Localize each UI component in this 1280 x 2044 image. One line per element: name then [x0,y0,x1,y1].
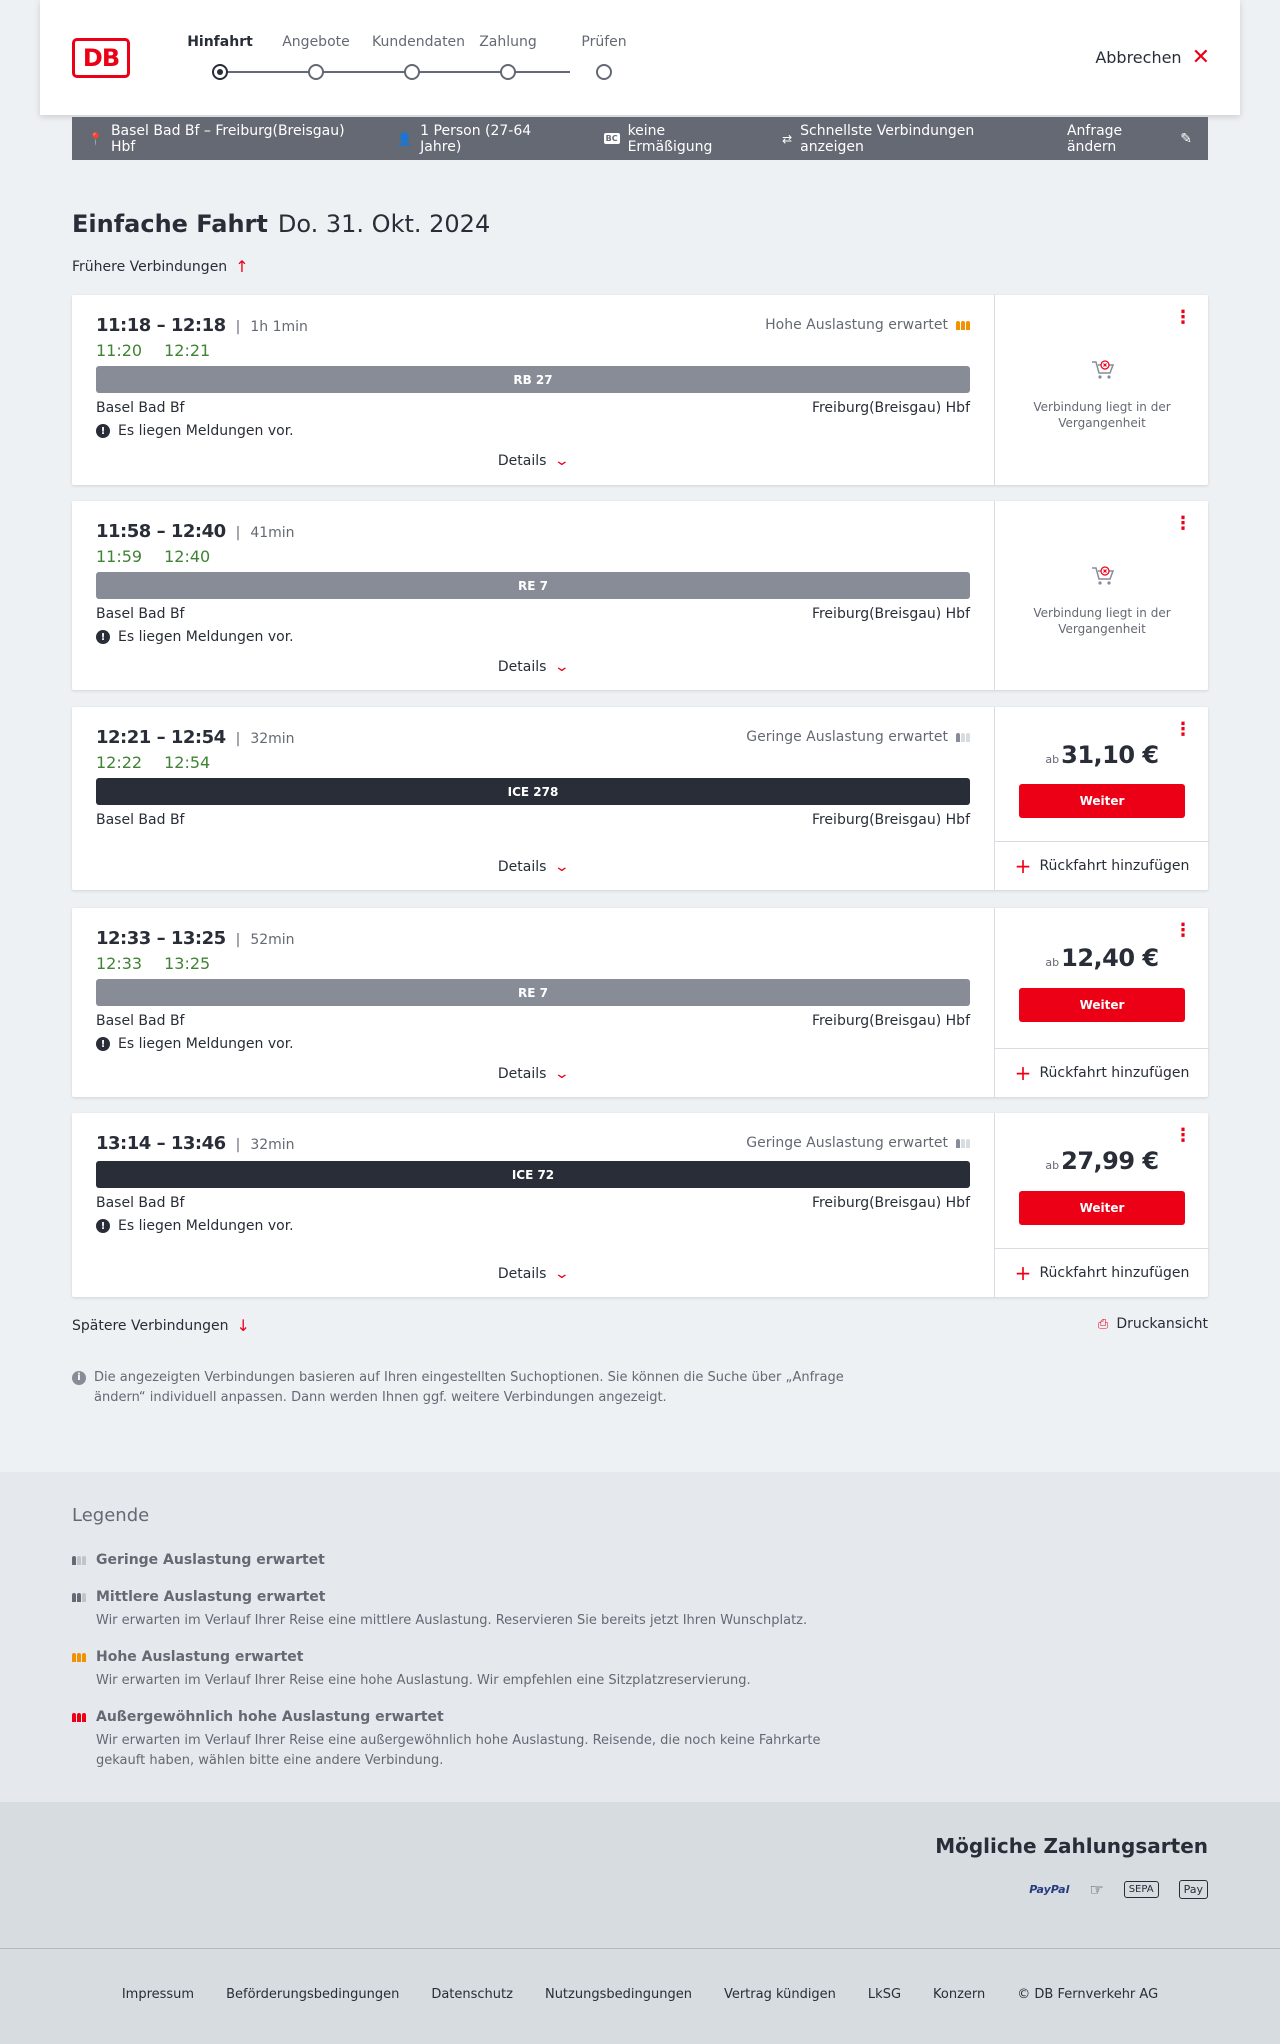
connection-card [72,295,1208,485]
connection-card [72,908,1208,1097]
step-dot-icon [308,64,324,80]
chevron-down-icon: ⌄ [554,859,571,875]
realtime-arrival: 13:25 [164,954,211,973]
chevron-down-icon: ⌄ [554,1266,571,1282]
past-text-line: Vergangenheit [1058,416,1146,430]
departure-station: Basel Bad Bf [96,1195,185,1211]
change-request-label: Anfrage ändern [1066,122,1123,155]
arrival-station: Freiburg(Breisgau) Hbf [811,400,970,416]
plus-icon: + [1014,1061,1032,1085]
legend-item-high [72,1649,852,1691]
apple-pay-icon [1179,1880,1208,1899]
stations [96,1195,970,1211]
past-connection-text [995,605,1209,637]
notice [96,1218,294,1234]
details-label: Details [497,859,547,875]
info-note [72,1368,852,1408]
occupancy-indicator [746,1135,970,1151]
notice [96,423,294,439]
duration: 32min [250,1137,295,1153]
footer-link-konzern[interactable]: Konzern [933,1987,986,2002]
stations [96,812,970,828]
step-label: Hinfahrt [187,34,253,50]
details-label: Details [497,453,547,469]
step-dot-icon [500,64,516,80]
details-toggle[interactable] [72,1066,994,1082]
high-occupancy-icon [956,321,970,330]
discount-text: keine Ermäßigung [627,122,713,155]
departure-station: Basel Bad Bf [96,606,185,622]
later-label: Spätere Verbindungen [72,1317,229,1334]
very-high-occupancy-icon [72,1713,86,1722]
exclamation-icon: ! [96,1219,110,1233]
details-label: Details [497,1066,547,1082]
price [995,741,1209,769]
info-icon: i [72,1371,86,1385]
realtime-times [96,954,210,973]
discount-summary [604,123,751,155]
legend-item-low [72,1552,852,1568]
cancel-label: Abbrechen [1095,48,1182,67]
continue-button[interactable]: Weiter [1019,988,1185,1022]
medium-occupancy-icon [72,1593,86,1602]
legend-item-title: Außergewöhnlich hohe Auslastung erwartet [96,1709,444,1725]
step-label: Prüfen [581,34,627,50]
connection-main[interactable] [72,1113,994,1297]
connection-main[interactable] [72,908,994,1097]
legend-item-title: Mittlere Auslastung erwartet [96,1589,326,1605]
legend-item-desc: Wir erwarten im Verlauf Ihrer Reise eine außergewöhnlich hohe Auslastung. Reisende, die noch keine Fahrkarte gekauft haben, wählen bitte eine andere Verbindung. [96,1733,821,1768]
details-toggle[interactable] [72,659,994,675]
price [995,944,1209,972]
exclamation-icon: ! [96,630,110,644]
connection-main[interactable] [72,501,994,690]
stations [96,400,970,416]
connection-side [994,908,1208,1097]
occupancy-indicator [765,317,970,333]
occupancy-text: Geringe Auslastung erwartet [746,729,948,745]
time-range: 11:58 – 12:40 [96,521,226,542]
legend-item-desc: Wir erwarten im Verlauf Ihrer Reise eine mittlere Auslastung. Reservieren Sie bereits jetzt Ihren Wunschplatz. [96,1613,808,1628]
printer-icon: ⎙ [1097,1316,1109,1332]
price [995,1147,1209,1175]
notice-text: Es liegen Meldungen vor. [118,423,294,439]
duration: 52min [250,932,295,948]
stations [96,606,970,622]
footer-link-nutzungsbedingungen[interactable]: Nutzungsbedingungen [544,1987,692,2002]
details-toggle[interactable] [72,1266,994,1282]
exclamation-icon: ! [96,424,110,438]
plus-icon: + [1014,1261,1032,1285]
arrow-down-icon: ↓ [236,1316,250,1335]
payment-icons [1029,1880,1208,1899]
header [40,0,1240,115]
price-prefix: ab [1045,753,1060,766]
route-summary [88,123,365,155]
search-summary-bar [72,117,1208,160]
step-label: Zahlung [479,34,537,50]
duration: 1h 1min [250,319,308,335]
notice [96,1036,294,1052]
arrival-station: Freiburg(Breisgau) Hbf [811,606,970,622]
connection-side [994,501,1208,690]
legend-item-desc: Wir erwarten im Verlauf Ihrer Reise eine hohe Auslastung. Wir empfehlen eine Sitzplatzreservierung. [96,1673,751,1688]
departure-station: Basel Bad Bf [96,812,185,828]
scheduled-times: 11:18 – 12:18 | 1h 1min [96,315,308,336]
connection-main[interactable] [72,295,994,485]
progress-stepper [180,34,627,84]
duration: 32min [250,731,295,747]
realtime-departure: 11:20 [96,341,143,360]
connection-side [994,295,1208,485]
past-text-line: Verbindung liegt in der [1033,400,1171,414]
time-range: 12:21 – 12:54 [96,727,226,748]
payment-methods-title: Mögliche Zahlungsarten [935,1834,1208,1858]
details-toggle[interactable] [72,453,994,469]
earlier-label: Frühere Verbindungen [72,258,228,275]
add-return-label: Rückfahrt hinzufügen [1039,1065,1190,1081]
train-bar[interactable]: ICE 72 [96,1161,970,1188]
arrow-up-icon: ↑ [235,257,249,276]
legend-section [0,1472,1280,1802]
train-bar[interactable]: RE 7 [96,572,970,599]
low-occupancy-icon [956,733,970,742]
realtime-departure: 12:22 [96,753,143,772]
info-note-text: Die angezeigten Verbindungen basieren auf Ihren eingestellten Suchoptionen. Sie können die Suche über „Anfrage ändern“ individuell anpassen. Dann werden Ihnen ggf. weitere Verbindungen angezeigt. [94,1370,844,1405]
more-options-icon[interactable]: ⋮ [1174,719,1192,740]
scheduled-times: 12:21 – 12:54 | 32min [96,727,295,748]
step-hinfahrt [180,34,260,80]
fastest-summary [782,123,1035,155]
past-connection-text [995,399,1209,431]
realtime-times [96,547,210,566]
train-bar[interactable]: RE 7 [96,979,970,1006]
details-label: Details [497,1266,547,1282]
arrival-station: Freiburg(Breisgau) Hbf [811,812,970,828]
connection-side [994,1113,1208,1297]
realtime-arrival: 12:54 [164,753,211,772]
departure-station: Basel Bad Bf [96,400,185,416]
connection-main[interactable] [72,707,994,890]
footer [0,1948,1280,2044]
bahncard-icon: BC [605,134,618,143]
legend-item-very-high [72,1709,852,1771]
realtime-departure: 12:33 [96,954,143,973]
footer-link-befoerderungsbedingungen[interactable]: Beförderungsbedingungen [226,1987,400,2002]
add-return-button[interactable] [995,841,1209,890]
more-options-icon[interactable]: ⋮ [1174,1125,1192,1146]
occupancy-text: Geringe Auslastung erwartet [746,1135,948,1151]
step-dot-icon [212,64,228,80]
plus-icon: + [1014,854,1032,878]
footer-link-datenschutz[interactable]: Datenschutz [431,1987,513,2002]
connection-card [72,1113,1208,1297]
realtime-times [96,341,210,360]
price-value: 27,99 € [1061,1147,1159,1175]
high-occupancy-icon [72,1653,86,1662]
connection-card [72,501,1208,690]
legend-title: Legende [72,1505,150,1526]
train-bar[interactable]: RB 27 [96,366,970,393]
credit-card-icon: ☞ [1089,1880,1104,1899]
print-view-link[interactable] [1098,1316,1208,1332]
add-return-button[interactable] [995,1048,1209,1097]
details-label: Details [497,659,547,675]
add-return-label: Rückfahrt hinzufügen [1039,858,1190,874]
payment-methods-section [0,1802,1280,1948]
step-dot-icon [596,64,612,80]
occupancy-text: Hohe Auslastung erwartet [765,317,948,333]
add-return-label: Rückfahrt hinzufügen [1039,1265,1190,1281]
chevron-down-icon: ⌄ [554,1066,571,1082]
more-options-icon[interactable]: ⋮ [1174,920,1192,941]
notice [96,629,294,645]
train-bar[interactable]: ICE 278 [96,778,970,805]
notice-text: Es liegen Meldungen vor. [118,629,294,645]
later-connections-link[interactable] [72,1316,250,1335]
page-title [72,210,490,238]
step-kundendaten [372,34,466,80]
realtime-arrival: 12:40 [164,547,211,566]
low-occupancy-icon [956,1139,970,1148]
price-value: 12,40 € [1061,944,1159,972]
add-return-button[interactable] [995,1248,1209,1297]
chevron-down-icon: ⌄ [554,659,571,675]
print-label: Druckansicht [1116,1316,1208,1332]
arrival-station: Freiburg(Breisgau) Hbf [811,1195,970,1211]
trip-date: Do. 31. Okt. 2024 [277,210,491,238]
legend-item-title: Geringe Auslastung erwartet [96,1552,325,1568]
past-text-line: Vergangenheit [1058,622,1146,636]
location-pin-icon: 📍 [88,131,103,146]
scheduled-times: 12:33 – 13:25 | 52min [96,928,295,949]
departure-station: Basel Bad Bf [96,1013,185,1029]
pencil-icon: ✎ [1180,130,1192,147]
footer-link-vertrag-kuendigen[interactable]: Vertrag kündigen [723,1987,836,2002]
swap-arrows-icon: ⇄ [782,131,793,146]
cart-unavailable-icon [1090,563,1116,589]
occupancy-indicator [746,729,970,745]
time-range: 13:14 – 13:46 [96,1133,226,1154]
realtime-arrival: 12:21 [164,341,211,360]
continue-button[interactable]: Weiter [1019,784,1185,818]
time-range: 11:18 – 12:18 [96,315,226,336]
sepa-icon: SEPA [1124,1881,1159,1898]
time-range: 12:33 – 13:25 [96,928,226,949]
step-dot-icon [404,64,420,80]
apple-pay-label: Pay [1183,1883,1203,1896]
route-text: Basel Bad Bf – Freiburg(Breisgau) Hbf [110,122,345,155]
connection-card [72,707,1208,890]
realtime-times [96,753,210,772]
chevron-down-icon: ⌄ [554,453,571,469]
price-value: 31,10 € [1061,741,1159,769]
scheduled-times: 13:14 – 13:46 | 32min [96,1133,295,1154]
exclamation-icon: ! [96,1037,110,1051]
fastest-text: Schnellste Verbindungen anzeigen [800,122,975,155]
footer-link-lksg[interactable]: LkSG [867,1987,902,2002]
db-logo[interactable]: DB [72,38,130,78]
paypal-icon: PayPal [1029,1883,1070,1896]
more-options-icon[interactable]: ⋮ [1174,513,1192,534]
footer-links [0,1987,1280,2002]
earlier-connections-link[interactable] [72,257,249,276]
more-options-icon[interactable]: ⋮ [1174,307,1192,328]
step-angebote [276,34,356,80]
stations [96,1013,970,1029]
connection-side [994,707,1208,890]
person-icon: 👤 [397,131,413,146]
close-icon: ✕ [1191,44,1210,70]
details-toggle[interactable] [72,859,994,875]
legend-item-title: Hohe Auslastung erwartet [96,1649,304,1665]
passenger-text: 1 Person (27-64 Jahre) [420,122,532,155]
continue-button[interactable]: Weiter [1019,1191,1185,1225]
scheduled-times: 11:58 – 12:40 | 41min [96,521,295,542]
low-occupancy-icon [72,1556,86,1565]
step-label: Kundendaten [372,34,466,50]
legend-item-medium [72,1589,852,1631]
realtime-departure: 11:59 [96,547,143,566]
trip-type: Einfache Fahrt [72,210,268,238]
footer-copyright: © DB Fernverkehr AG [1017,1987,1159,2002]
arrival-station: Freiburg(Breisgau) Hbf [811,1013,970,1029]
footer-link-impressum[interactable]: Impressum [121,1987,195,2002]
notice-text: Es liegen Meldungen vor. [118,1218,294,1234]
price-prefix: ab [1045,956,1060,969]
step-pruefen [564,34,644,80]
cancel-button[interactable] [1095,44,1210,70]
step-label: Angebote [282,34,350,50]
change-request-button[interactable] [1067,123,1192,155]
notice-text: Es liegen Meldungen vor. [118,1036,294,1052]
passenger-summary [397,123,571,155]
duration: 41min [250,525,295,541]
past-text-line: Verbindung liegt in der [1033,606,1171,620]
step-zahlung [468,34,548,80]
cart-unavailable-icon [1090,357,1116,383]
price-prefix: ab [1045,1159,1060,1172]
